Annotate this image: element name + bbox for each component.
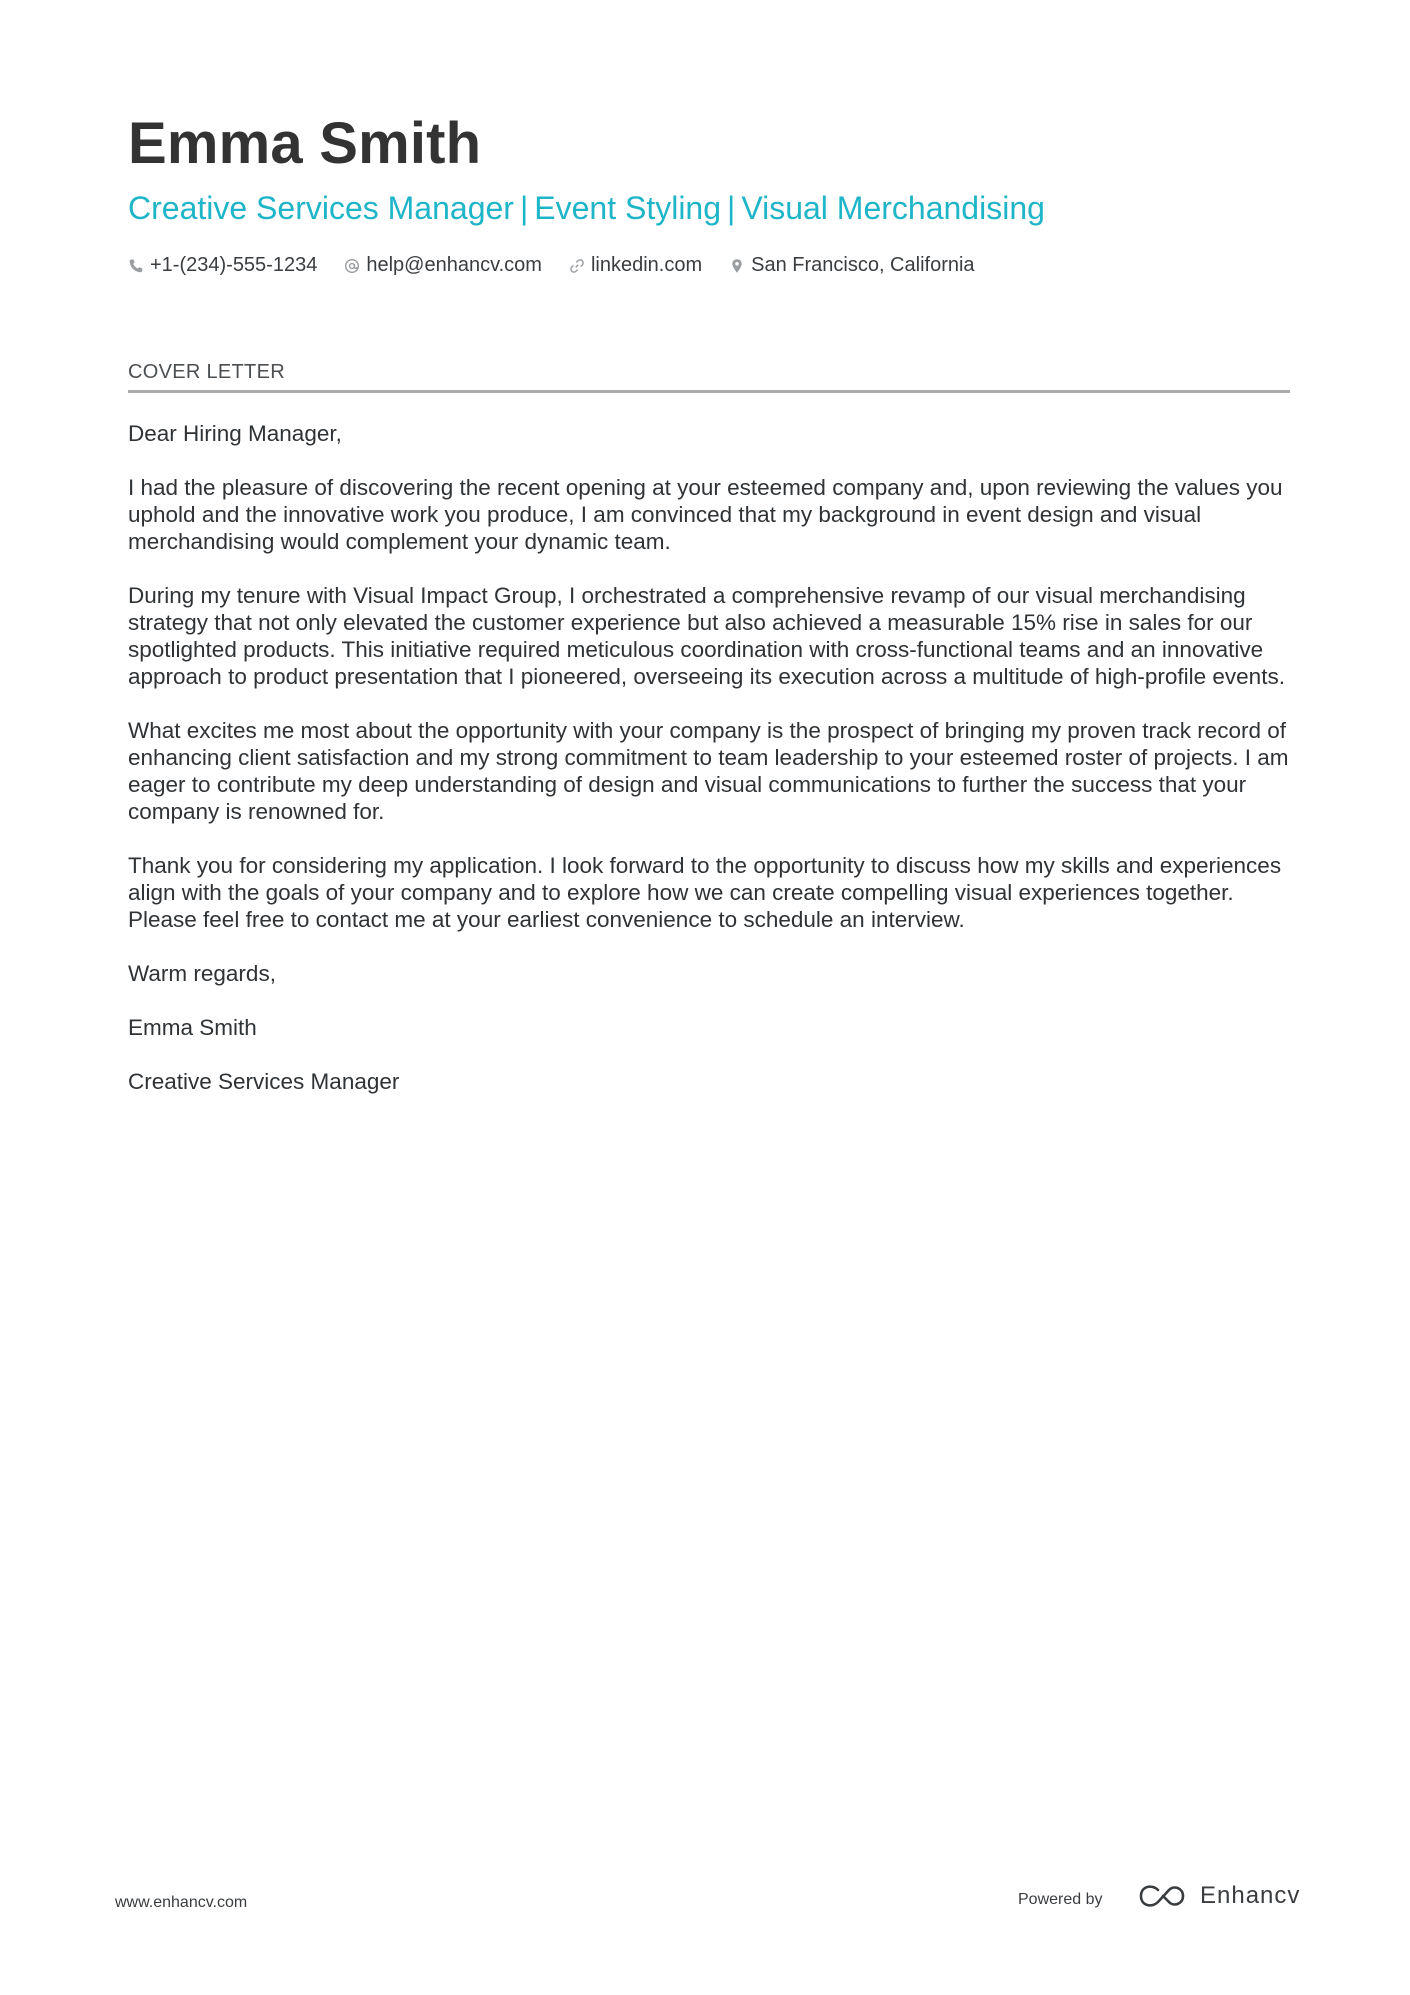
contact-email[interactable] <box>344 254 542 277</box>
headline-skill-2: Visual Merchandising <box>741 190 1045 226</box>
powered-by-label: Powered by <box>1018 1891 1103 1908</box>
brand-name: Enhancv <box>1200 1882 1301 1909</box>
cover-letter-section <box>128 360 1290 1122</box>
contact-location <box>729 254 974 277</box>
phone-text: +1-(234)-555-1234 <box>150 254 318 276</box>
headline-separator: | <box>727 190 736 226</box>
brand-logo[interactable] <box>1138 1882 1300 1910</box>
location-pin-icon <box>729 258 745 274</box>
headline <box>128 186 1290 230</box>
signature-title: Creative Services Manager <box>128 1069 400 1094</box>
header <box>128 108 1290 277</box>
section-divider <box>128 390 1290 393</box>
contact-info <box>128 254 1290 277</box>
headline-skill-1: Event Styling <box>534 190 722 226</box>
link-icon <box>569 258 585 274</box>
letter-body <box>128 420 1290 1095</box>
closing: Warm regards, <box>128 961 276 986</box>
letter-paragraph: I had the pleasure of discovering the recent opening at your esteemed company and, upon reviewing the values you uphold and the innovative work you produce, I am convinced that my background in event design and visual merchandising would complement your dynamic team. <box>128 475 1283 554</box>
email-text[interactable]: help@enhancv.com <box>366 254 542 276</box>
letter-paragraph: During my tenure with Visual Impact Group, I orchestrated a comprehensive revamp of our visual merchandising strategy that not only elevated the customer experience but also achieved a measurable 15% rise in sales for our spotlighted products. This initiative required meticulous coordination with cross-functional teams and an innovative approach to product presentation that I pioneered, overseeing its execution across a multitude of high-profile events. <box>128 583 1285 689</box>
signature-name: Emma Smith <box>128 1015 257 1040</box>
link-text[interactable]: linkedin.com <box>590 254 703 276</box>
contact-phone <box>128 254 317 277</box>
at-icon <box>344 258 360 274</box>
salutation: Dear Hiring Manager, <box>128 421 342 446</box>
location-text: San Francisco, California <box>751 254 975 276</box>
letter-paragraph: What excites me most about the opportunity with your company is the prospect of bringing my proven track record of enhancing client satisfaction and my strong commitment to team leadership to your esteemed roster of projects. I am eager to contribute my deep understanding of design and visual communications to further the success that your company is renowned for. <box>128 718 1289 824</box>
contact-link[interactable] <box>569 254 702 277</box>
section-title: COVER LETTER <box>128 361 285 383</box>
headline-role: Creative Services Manager <box>128 190 514 226</box>
headline-separator: | <box>519 190 529 226</box>
candidate-name: Emma Smith <box>128 111 482 176</box>
footer-website-link[interactable]: www.enhancv.com <box>115 1894 248 1911</box>
letter-paragraph: Thank you for considering my application. I look forward to the opportunity to discuss how my skills and experiences align with the goals of your company and to explore how we can create compelling visual experiences together. Please feel free to contact me at your earliest convenience to schedule an interview. <box>128 853 1282 932</box>
phone-icon <box>128 258 144 274</box>
footer <box>0 1880 1410 1920</box>
enhancv-logo-icon <box>1138 1883 1186 1909</box>
